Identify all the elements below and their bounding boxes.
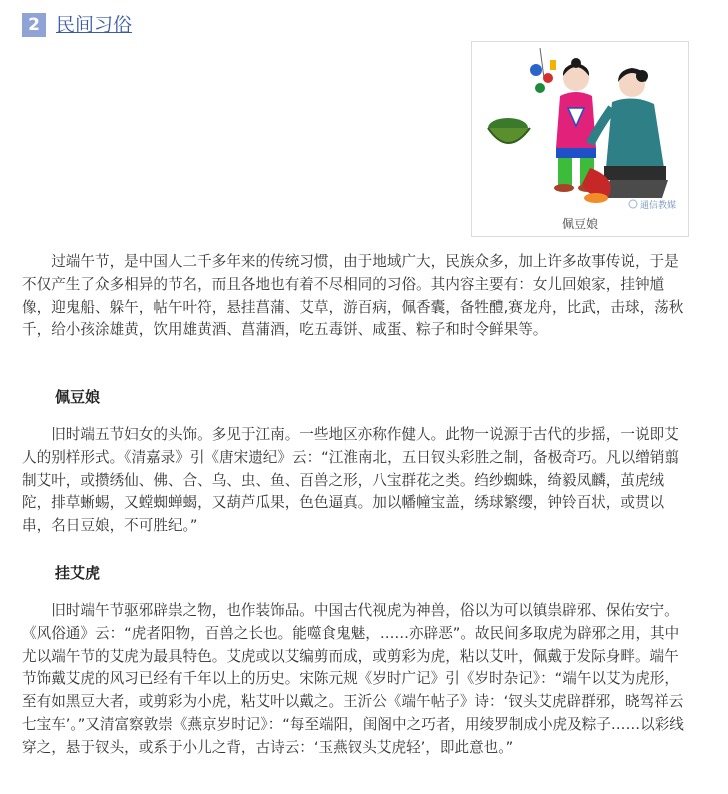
- festival-illustration: [478, 48, 682, 213]
- section-number-badge: 2: [22, 13, 46, 37]
- intro-paragraph: 过端午节，是中国人二千多年来的传统习惯，由于地域广大，民族众多，加上许多故事传说，于是不仅产生了众多相异的节名，而且各地也有着不尽相同的习俗。其内容主要有：女儿回娘家，挂钟馗像，迎鬼船、躲午，帖午叶符，悬挂菖蒲、艾草，游百病，佩香囊，备牲醴,赛龙舟，比武，击球，荡秋千，给小孩涂雄黄，饮用雄黄酒、菖蒲酒，吃五毒饼、咸蛋、粽子和时令鲜果等。: [22, 253, 684, 339]
- paragraph-peidouniang: 旧时端五节妇女的头饰。多见于江南。一些地区亦称作健人。此物一说源于古代的步摇，一说即艾人的别样形式。《清嘉录》引《唐宋遗纪》云：“江淮南北，五日钗头彩胜之制，备极奇巧。凡以缯销翦制艾叶，或攒绣仙、佛、合、乌、虫、鱼、百兽之形，八宝群花之类。绉纱蜘蛛，绮毅凤麟，茧虎绒陀，排草蜥蜴，又螳蜘蝉蝎，又葫芦瓜果，色色逼真。加以幡幢宝盖，绣球繁缨，钟铃百状，或贯以串，名日豆娘，不可胜纪。”: [22, 426, 679, 535]
- section-title-link[interactable]: 民间习俗: [56, 14, 133, 36]
- watermark-text: 通信教媒: [640, 201, 677, 211]
- subheading-peidouniang: 佩豆娘: [55, 388, 101, 406]
- subheading-guaaihu: 挂艾虎: [55, 564, 101, 582]
- figure-caption: 佩豆娘: [561, 217, 598, 231]
- illustration-figure: [471, 41, 689, 237]
- paragraph-guaaihu: 旧时端午节驱邪辟祟之物，也作装饰品。中国古代视虎为神兽，俗以为可以镇祟辟邪、保佑安宁。《风俗通》云：“虎者阳物，百兽之长也。能噬食鬼魅，……亦辟恶”。故民间多取虎为辟邪之用，其中尤以端午节的艾虎为最具特色。艾虎或以艾编剪而成，或剪彩为虎，粘以艾叶，佩戴于发际身畔。端午节饰戴艾虎的风习已经有千年以上的历史。宋陈元规《岁时广记》引《岁时杂记》：“端午以艾为虎形，至有如黑豆大者，或剪彩为小虎，粘艾叶以戴之。王沂公《端午帖子》诗：‘钗头艾虎辟群邪，晓驾祥云七宝车’。”又清富察敦崇《燕京岁时记》：“每至端阳，闺阁中之巧者，用绫罗制成小虎及粽子……以彩线穿之，悬于钗头，或系于小儿之背，古诗云：‘玉燕钗头艾虎轻’，即此意也。”: [22, 602, 684, 756]
- section-header: [22, 12, 132, 38]
